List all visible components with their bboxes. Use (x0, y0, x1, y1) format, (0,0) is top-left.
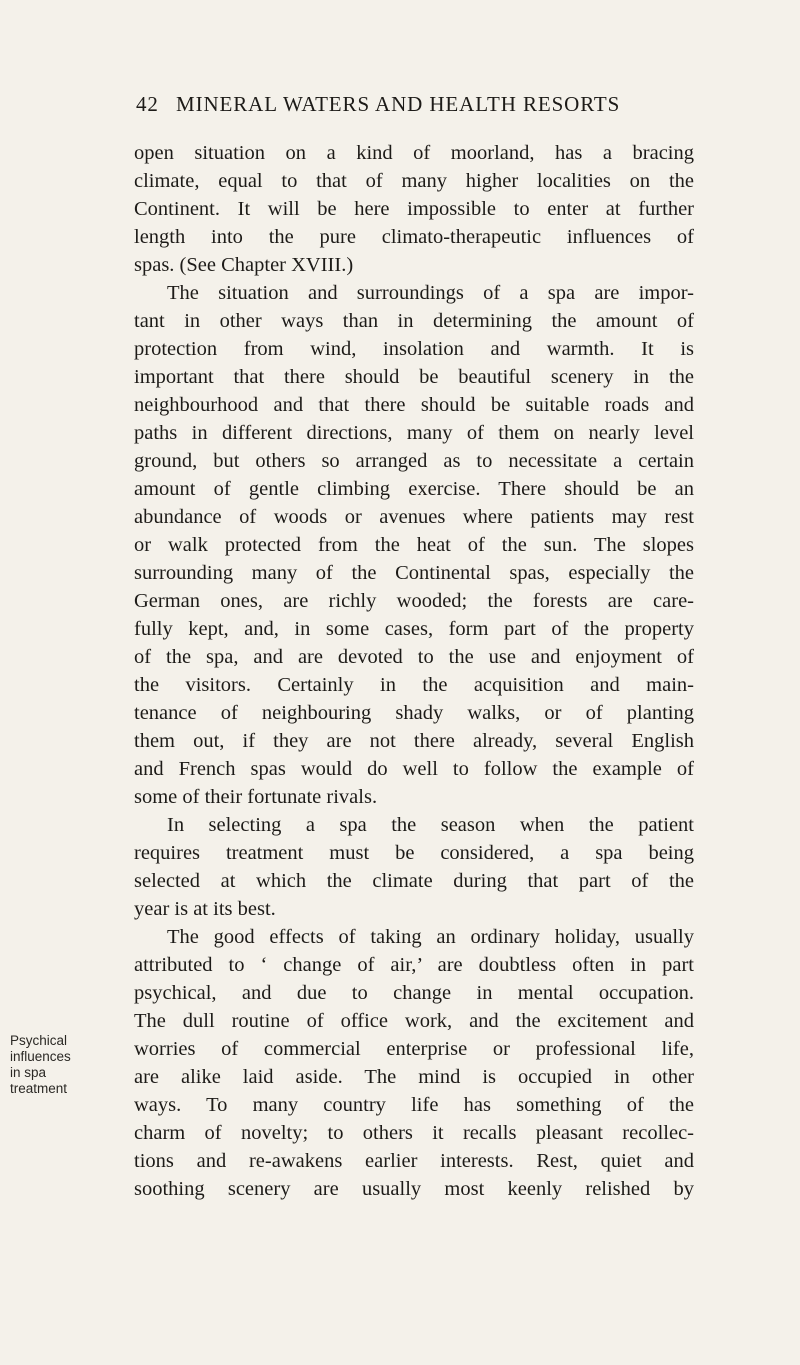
text-line: tant in other ways than in determining the amount of (134, 310, 694, 332)
text-line: abundance of woods or avenues where patients may rest (134, 506, 694, 528)
text-line: of the spa, and are devoted to the use and enjoyment of (134, 646, 694, 668)
text-line: ground, but others so arranged as to necessitate a certain (134, 450, 694, 472)
paragraph-start-line: In selecting a spa the season when the patient (167, 814, 694, 836)
marginal-note-line: treatment (10, 1081, 68, 1096)
running-head (136, 92, 696, 117)
text-line: neighbourhood and that there should be suitable roads and (134, 394, 694, 416)
text-line: soothing scenery are usually most keenly relished by (134, 1178, 694, 1200)
text-line: Continent. It will be here impossible to enter at further (134, 198, 694, 220)
text-line: requires treatment must be considered, a spa being (134, 842, 694, 864)
text-line: psychical, and due to change in mental occupation. (134, 982, 694, 1004)
marginal-note-line: Psychical (10, 1033, 68, 1048)
text-line: ways. To many country life has something of the (134, 1094, 694, 1116)
text-line: and French spas would do well to follow the example of (134, 758, 694, 780)
text-line: amount of gentle climbing exercise. There should be an (134, 478, 694, 500)
text-line: tenance of neighbouring shady walks, or of planting (134, 702, 694, 724)
paragraph-start-line: The situation and surroundings of a spa are impor- (167, 282, 694, 304)
text-line: protection from wind, insolation and warmth. It is (134, 338, 694, 360)
marginal-note (10, 1033, 130, 1097)
text-line: tions and re-awakens earlier interests. Rest, quiet and (134, 1150, 694, 1172)
text-line: climate, equal to that of many higher localities on the (134, 170, 694, 192)
page-number: 42 (136, 92, 159, 116)
running-title: MINERAL WATERS AND HEALTH RESORTS (176, 92, 621, 116)
text-line: attributed to ‘ change of air,’ are doubtless often in part (134, 954, 694, 976)
text-line: selected at which the climate during that part of the (134, 870, 694, 892)
text-line: some of their fortunate rivals. (134, 786, 378, 808)
text-line: important that there should be beautiful scenery in the (134, 366, 694, 388)
text-line: open situation on a kind of moorland, has a bracing (134, 142, 694, 164)
text-line: length into the pure climato-therapeutic influences of (134, 226, 694, 248)
marginal-note-line: in spa (10, 1065, 47, 1080)
text-line: or walk protected from the heat of the sun. The slopes (134, 534, 694, 556)
text-line: charm of novelty; to others it recalls pleasant recollec- (134, 1122, 694, 1144)
text-line: them out, if they are not there already, several English (134, 730, 694, 752)
marginal-note-line: influences (10, 1049, 71, 1064)
text-line: fully kept, and, in some cases, form part of the property (134, 618, 694, 640)
text-line: spas. (See Chapter XVIII.) (134, 254, 354, 276)
text-line: the visitors. Certainly in the acquisition and main- (134, 674, 694, 696)
text-line: worries of commercial enterprise or professional life, (134, 1038, 694, 1060)
text-line: German ones, are richly wooded; the forests are care- (134, 590, 694, 612)
text-line: surrounding many of the Continental spas, especially the (134, 562, 694, 584)
text-line: are alike laid aside. The mind is occupied in other (134, 1066, 694, 1088)
text-line: paths in different directions, many of them on nearly level (134, 422, 694, 444)
paragraph-start-line: The good effects of taking an ordinary holiday, usually (167, 926, 694, 948)
text-line: year is at its best. (134, 898, 276, 920)
body-text (134, 139, 694, 1203)
text-line: The dull routine of office work, and the excitement and (134, 1010, 694, 1032)
